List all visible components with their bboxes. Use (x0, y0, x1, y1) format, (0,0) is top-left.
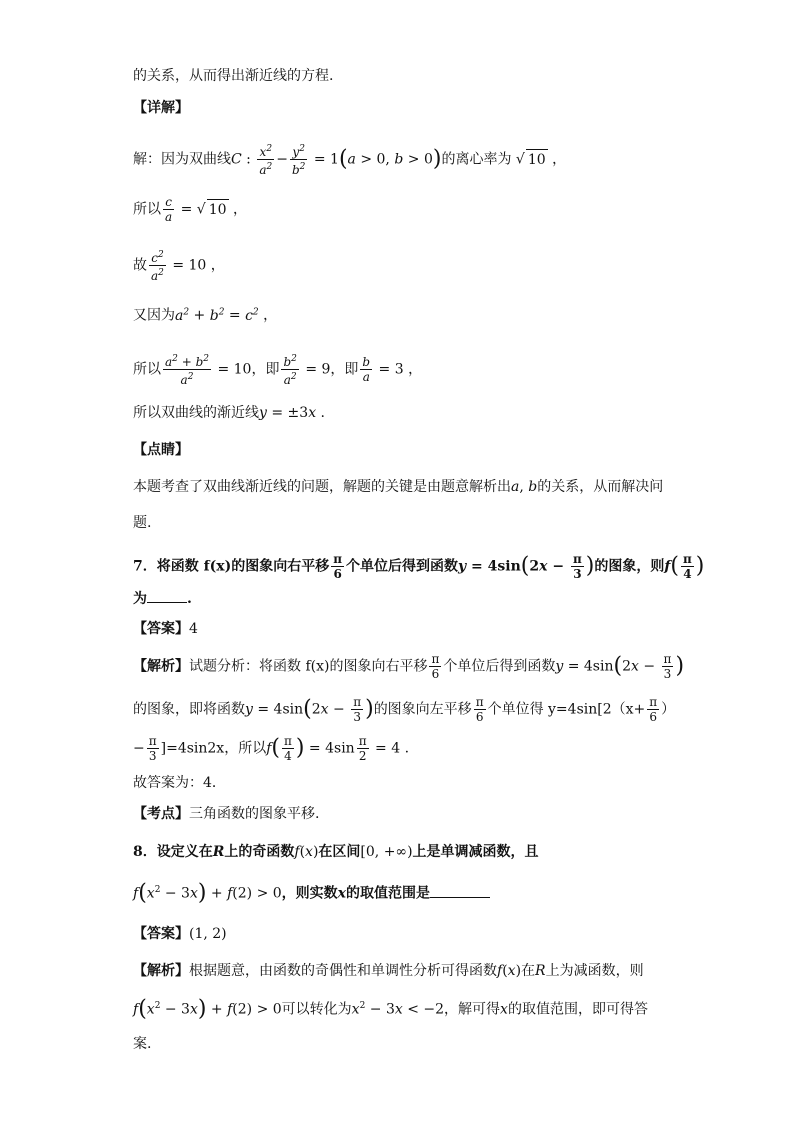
solution-conclusion: 所以双曲线的渐近线y = ±3x . (133, 405, 326, 421)
question-8-line-2: $f(x^2 - 3x) + f(2) > 0$，则实数x的取值范围是 (133, 880, 490, 904)
q8-answer: 【答案】(1, 2) (133, 926, 227, 942)
q7-analysis-line-3: − $\frac{\pi}{3}$ ]=4sin2x，所以f( $\frac{\pi}{4}$ ) = 4sin $\frac{\pi}{2}$ = 4 . (133, 734, 410, 763)
q7-answer: 【答案】4 (133, 621, 198, 637)
q8-analysis-line-2: $f(x^2 - 3x) + f(2) > 0$可以转化为$x^2 - 3x < -2$，解可得x的取值范围，即可得答 (133, 996, 648, 1022)
question-7-line-1: 7．将函数 f(x)的图象向右平移 $\frac{\pi}{6}$ 个单位后得到函数y = 4sin(2x − $\frac{\pi}{3}$ )的图象，则f( $\frac{\pi}{4}$ ) (133, 552, 705, 581)
intro-tail: 的关系，从而得出渐近线的方程. (133, 68, 334, 84)
dianjing-line-2: 题. (133, 515, 152, 531)
solution-line-5: 所以 $\frac{a^2 + b^2}{a^2}$ = 10，即 $\frac{b^2}{a^2}$ = 9，即 $\frac{b}{a}$ = 3 ， (133, 354, 423, 387)
heading-dianjing: 【点睛】 (133, 442, 189, 458)
q7-analysis-line-1: 【解析】试题分析：将函数 f(x)的图象向右平移 $\frac{\pi}{6}$ 个单位后得到函数y = 4sin(2x − $\frac{\pi}{3}$ ) (133, 652, 685, 681)
solution-line-2: 所以 $\frac{c}{a}$ = √ 10 ， (133, 195, 247, 224)
q7-kaodian: 【考点】三角函数的图象平移. (133, 806, 320, 822)
solution-line-1: 解：因为双曲线C : $\frac{x^2}{a^2}$ − $\frac{y^2}{b^2}$ = 1(a > 0, b > 0)的离心率为 √ 10 ， (133, 144, 567, 177)
q7-analysis-line-2: 的图象，即将函数y = 4sin(2x − $\frac{\pi}{3}$ )的图象向左平移 $\frac{\pi}{6}$ 个单位得 y=4sin[2（x+ $\frac{\pi}{6}$ ） (133, 695, 676, 724)
question-8-line-1: 8．设定义在R上的奇函数f(x)在区间[0, +∞)上是单调减函数，且 (133, 844, 539, 860)
solution-line-3: 故 $\frac{c^2}{a^2}$ = 10 ， (133, 250, 225, 283)
question-7-line-2: 为 . (133, 591, 192, 607)
heading-xiangjie: 【详解】 (133, 100, 189, 116)
q8-analysis-line-3: 案. (133, 1036, 152, 1052)
q7-final-answer: 故答案为：4． (133, 775, 226, 791)
dianjing-line-1: 本题考查了双曲线渐近线的问题，解题的关键是由题意解析出a, b的关系，从而解决问 (133, 479, 664, 495)
q8-analysis-line-1: 【解析】根据题意，由函数的奇偶性和单调性分析可得函数f(x)在R上为减函数，则 (133, 963, 644, 979)
solution-line-4: 又因为$a^2 + b^2 = c^2$ ， (133, 307, 278, 324)
